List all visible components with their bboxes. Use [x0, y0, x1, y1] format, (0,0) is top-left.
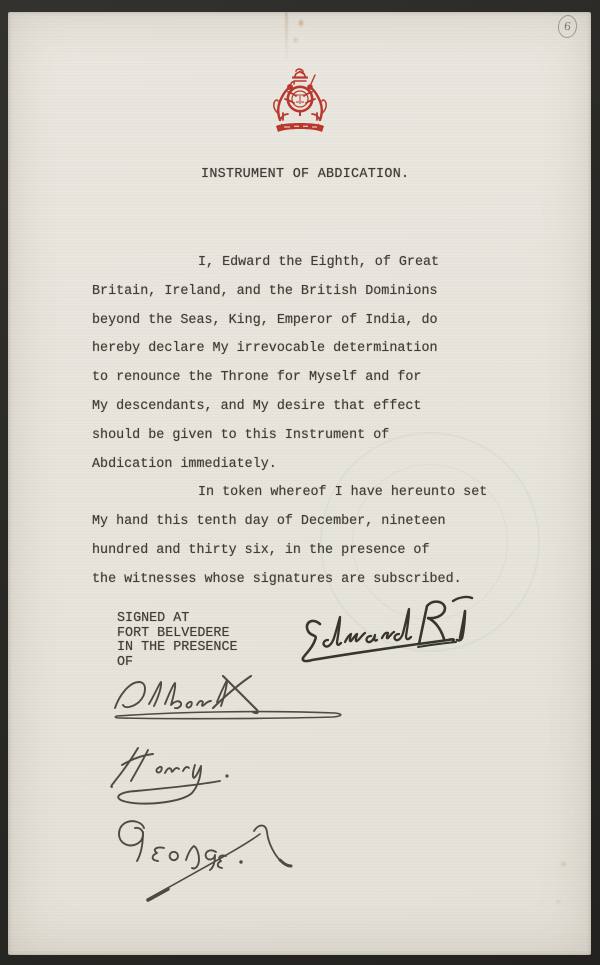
signed-at-line: OF: [117, 654, 134, 670]
signature-george: [108, 812, 408, 912]
body-line: hereby declare My irrevocable determination: [92, 341, 438, 357]
body-line: In token whereof I have hereunto set: [198, 485, 488, 501]
rust-stain: [294, 38, 297, 42]
signed-at-block: [117, 612, 238, 670]
rust-stain: [561, 862, 566, 866]
signed-at-line: FORT BELVEDERE: [117, 625, 230, 641]
paper-crease: [285, 12, 288, 64]
body-text: [92, 249, 532, 595]
body-line: beyond the Seas, King, Emperor of India, do: [92, 312, 438, 328]
royal-coat-of-arms-icon: [268, 68, 332, 138]
body-line: the witnesses whose signatures are subscribed.: [92, 571, 462, 587]
document-title: INSTRUMENT OF ABDICATION.: [201, 167, 410, 182]
signature-henry: [100, 740, 255, 810]
rust-stain: [556, 900, 560, 903]
body-line: to renounce the Throne for Myself and for: [92, 370, 422, 386]
pencil-folio-number: 6: [556, 14, 578, 39]
body-line: I, Edward the Eighth, of Great: [198, 255, 440, 270]
body-line: Abdication immediately.: [92, 456, 277, 472]
body-line: hundred and thirty six, in the presence of: [92, 542, 430, 558]
signature-edward: [298, 588, 528, 673]
signed-at-line: IN THE PRESENCE: [117, 640, 238, 656]
rust-stain: [299, 20, 303, 26]
body-line: My hand this tenth day of December, nineteen: [92, 514, 446, 530]
signed-at-line: SIGNED AT: [117, 611, 190, 626]
document-page: [8, 12, 591, 955]
body-line: My descendants, and My desire that effect: [92, 398, 422, 414]
signature-albert: [105, 672, 355, 730]
body-line: should be given to this Instrument of: [92, 427, 390, 443]
body-line: Britain, Ireland, and the British Dominions: [92, 283, 438, 299]
